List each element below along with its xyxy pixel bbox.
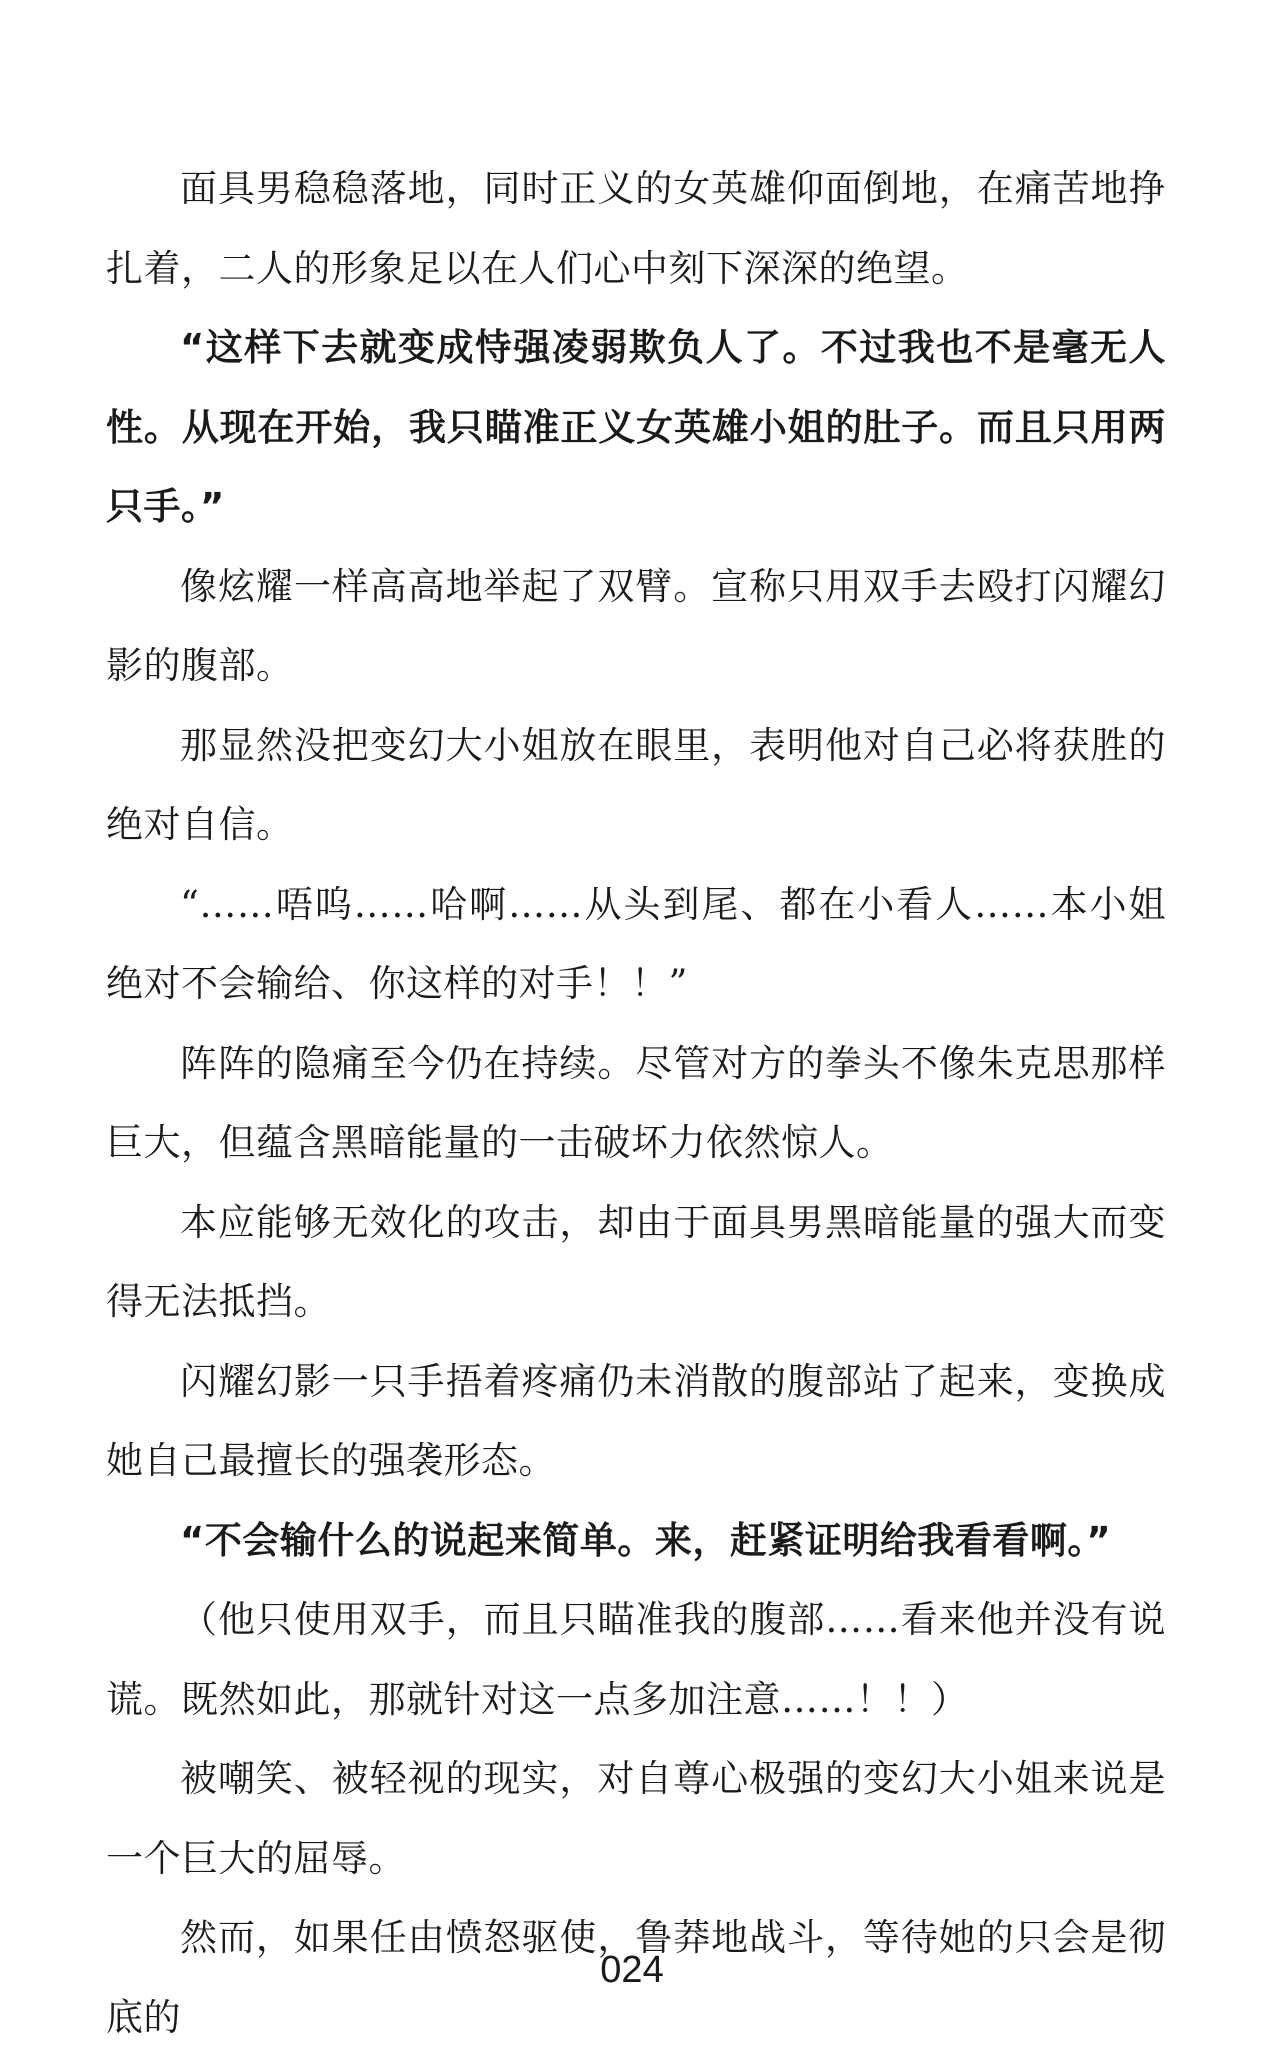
paragraph-4: 那显然没把变幻大小姐放在眼里，表明他对自己必将获胜的绝对自信。 — [106, 723, 1166, 846]
paragraph-8: 闪耀幻影一只手捂着疼痛仍未消散的腹部站了起来，变换成她自己最擅长的强袭形态。 — [106, 1359, 1166, 1482]
paragraph-11: 被嘲笑、被轻视的现实，对自尊心极强的变幻大小姐来说是一个巨大的屈辱。 — [106, 1757, 1166, 1880]
paragraph-7: 本应能够无效化的攻击，却由于面具男黑暗能量的强大而变得无法抵挡。 — [106, 1200, 1166, 1323]
paragraph-5-dialogue: “……唔呜……哈啊……从头到尾、都在小看人……本小姐绝对不会输给、你这样的对手！！” — [106, 882, 1166, 1005]
paragraph-3: 像炫耀一样高高地举起了双臂。宣称只用双手去殴打闪耀幻影的腹部。 — [106, 564, 1166, 687]
paragraph-2-dialogue: “这样下去就变成恃强凌弱欺负人了。不过我也不是毫无人性。从现在开始，我只瞄准正义女英雄小姐的肚子。而且只用两只手。” — [106, 326, 1166, 528]
page-number: 024 — [600, 1949, 664, 1991]
paragraph-9-dialogue: “不会输什么的说起来简单。来，赶紧证明给我看看啊。” — [180, 1518, 1112, 1562]
paragraph-1: 面具男稳稳落地，同时正义的女英雄仰面倒地，在痛苦地挣扎着，二人的形象足以在人们心中刻下深深的绝望。 — [106, 167, 1166, 290]
paragraph-10-thought: （他只使用双手，而且只瞄准我的腹部……看来他并没有说谎。既然如此，那就针对这一点多加注意……！！） — [106, 1598, 1166, 1721]
body-text — [106, 149, 1166, 2057]
paragraph-12: 然而，如果任由愤怒驱使，鲁莽地战斗，等待她的只会是彻底的 — [106, 1916, 1166, 2039]
paragraph-6: 阵阵的隐痛至今仍在持续。尽管对方的拳头不像朱克思那样巨大，但蕴含黑暗能量的一击破坏力依然惊人。 — [106, 1041, 1166, 1164]
